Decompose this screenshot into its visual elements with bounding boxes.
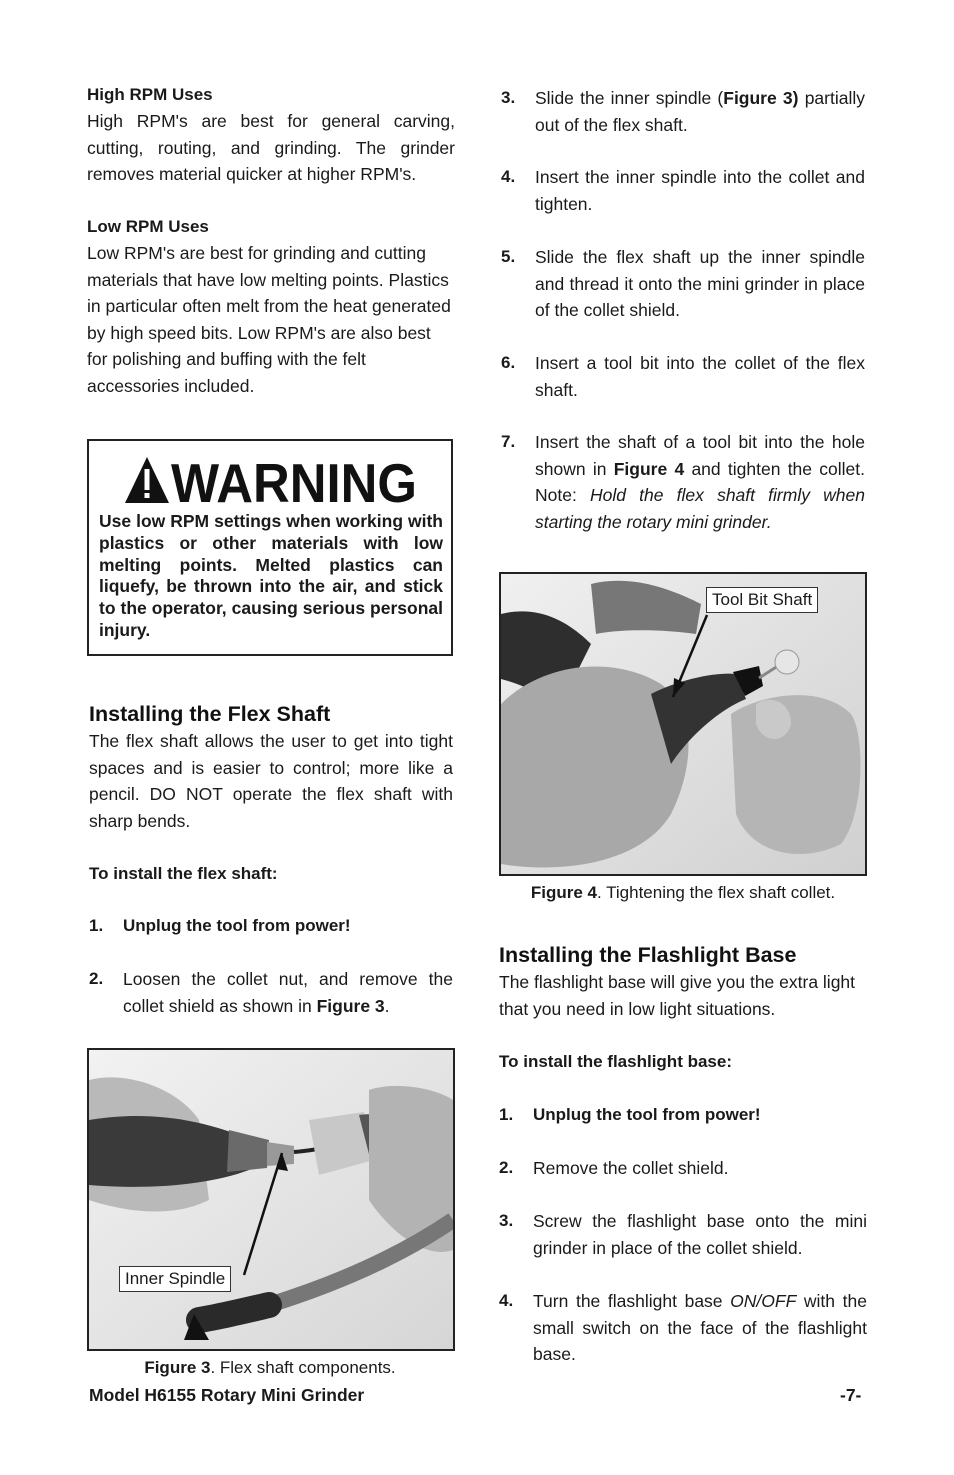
flex-step-7 xyxy=(501,429,865,535)
step-text: Slide the flex shaft up the inner spindle and thread it onto the mini grinder in place of the collet shield. xyxy=(535,247,865,320)
step-text: Screw the flashlight base onto the mini grinder in place of the collet shield. xyxy=(533,1211,867,1258)
step-number: 2. xyxy=(499,1158,514,1177)
step-number: 1. xyxy=(89,916,104,935)
flex-step-3 xyxy=(501,85,865,138)
step-number: 4. xyxy=(501,167,516,186)
step-number: 5. xyxy=(501,247,516,266)
warning-box xyxy=(87,439,453,656)
step-text: Insert the inner spindle into the collet and tighten. xyxy=(535,167,865,214)
flex-shaft-photo-image xyxy=(89,1050,453,1349)
flex-step-2 xyxy=(89,966,453,1019)
footer-page-number: -7- xyxy=(840,1385,862,1405)
flex-step-4 xyxy=(501,164,865,217)
low-rpm-section xyxy=(87,214,455,399)
flashlight-step-3 xyxy=(499,1208,867,1261)
figure-3-photo xyxy=(87,1048,455,1351)
figure-3-caption: Figure 3. Flex shaft components. xyxy=(144,1358,396,1377)
footer-model: Model H6155 Rotary Mini Grinder xyxy=(89,1385,365,1405)
figure-4-photo xyxy=(499,572,867,876)
step-number: 4. xyxy=(499,1291,514,1310)
flashlight-step-1 xyxy=(499,1102,867,1129)
step-text: Insert a tool bit into the collet of the flex shaft. xyxy=(535,353,865,400)
step-number: 1. xyxy=(499,1105,514,1124)
flashlight-subheading: To install the flashlight base: xyxy=(499,1052,732,1071)
high-rpm-section xyxy=(87,82,455,188)
tool-bit-shaft-label: Tool Bit Shaft xyxy=(706,587,818,613)
flex-shaft-body: The flex shaft allows the user to get into tight spaces and is easier to control; more like a pencil. DO NOT operate the flex shaft with sharp bends. xyxy=(89,731,453,831)
high-rpm-body: High RPM's are best for general carving, cutting, routing, and grinding. The grinder removes material quicker at higher RPM's. xyxy=(87,111,455,184)
step-text: Slide the inner spindle (Figure 3) partially out of the flex shaft. xyxy=(535,88,866,135)
flashlight-body: The flashlight base will give you the extra light that you need in low light situations. xyxy=(499,972,856,1019)
inner-spindle-label: Inner Spindle xyxy=(119,1266,231,1292)
step-text: Unplug the tool from power! xyxy=(123,916,351,935)
step-text: Turn the flashlight base ON/OFF with the small switch on the face of the flashlight base. xyxy=(533,1291,867,1364)
step-number: 2. xyxy=(89,969,104,988)
step-text: Remove the collet shield. xyxy=(533,1158,729,1178)
low-rpm-body: Low RPM's are best for grinding and cutting materials that have low melting points. Plastics in particular often melt from the heat generated by high speed bits. Low RPM's are also best for polishing and buffing with the felt accessories included. xyxy=(87,243,451,396)
step-text: Insert the shaft of a tool bit into the hole shown in Figure 4 and tighten the collet. Note: Hold the flex shaft firmly when starting the rotary mini grinder. xyxy=(535,432,865,532)
flashlight-heading: Installing the Flashlight Base xyxy=(499,943,797,967)
high-rpm-heading: High RPM Uses xyxy=(87,85,213,104)
tool-bit-photo-image xyxy=(501,574,865,874)
step-number: 7. xyxy=(501,432,516,451)
step-number: 3. xyxy=(499,1211,514,1230)
flex-step-1 xyxy=(89,913,453,940)
step-number: 6. xyxy=(501,353,516,372)
flex-step-6 xyxy=(501,350,865,403)
step-text: Unplug the tool from power! xyxy=(533,1105,761,1124)
flashlight-section xyxy=(499,941,867,1022)
flex-shaft-heading: Installing the Flex Shaft xyxy=(89,702,331,726)
flashlight-step-4 xyxy=(499,1288,867,1368)
step-text: Loosen the collet nut, and remove the collet shield as shown in Figure 3. xyxy=(123,969,453,1016)
warning-triangle-icon xyxy=(125,457,169,503)
low-rpm-heading: Low RPM Uses xyxy=(87,217,209,236)
warning-title: WARNING xyxy=(171,453,417,511)
flex-shaft-section xyxy=(89,700,453,834)
warning-text: Use low RPM settings when working with plastics or other materials with low melting points. Melted plastics can liquefy, be thrown into the air, and stick to the operator, causing serious personal injury. xyxy=(99,511,443,640)
figure-4-caption: Figure 4. Tightening the flex shaft collet. xyxy=(530,883,836,902)
flex-shaft-subheading: To install the flex shaft: xyxy=(89,864,278,883)
step-number: 3. xyxy=(501,88,516,107)
flex-step-5 xyxy=(501,244,865,324)
warning-label xyxy=(123,453,423,511)
flashlight-step-2 xyxy=(499,1155,867,1182)
